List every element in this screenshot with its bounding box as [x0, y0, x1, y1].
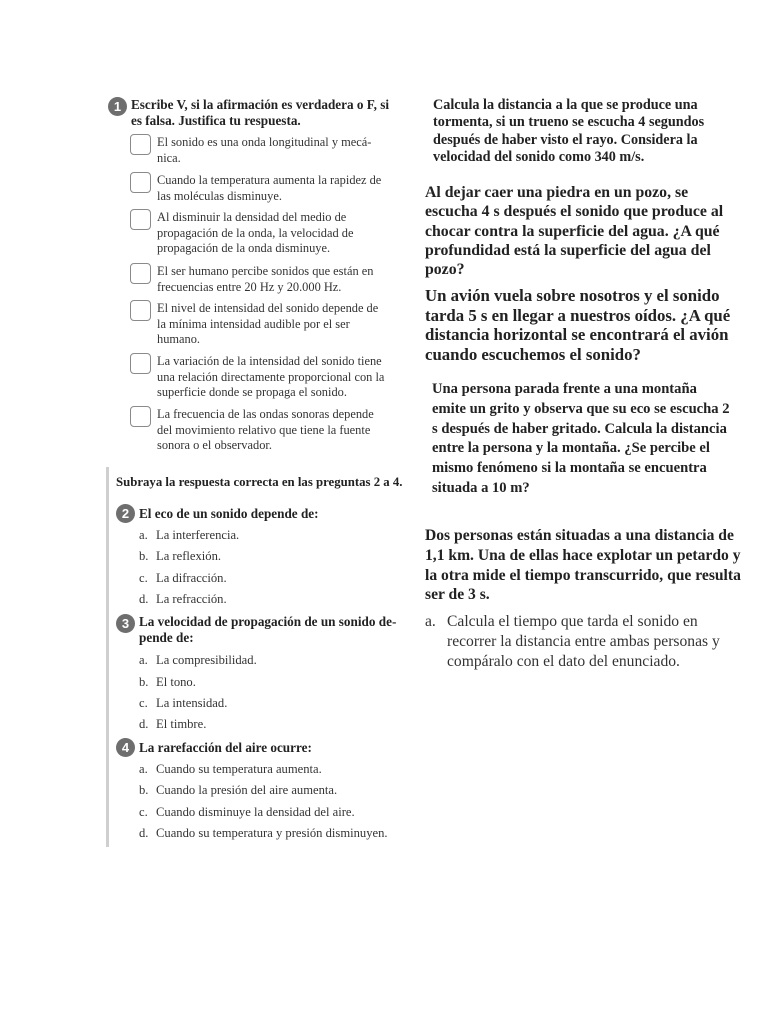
q2-option-d[interactable]: d. La refracción.: [139, 592, 227, 606]
q3-option-a[interactable]: a. La compresibilidad.: [139, 653, 257, 667]
problem-echo-mountain: Una persona parada frente a una montaña emite un grito y observa que su eco se escucha 2 s después de haber gritado. Calcula la distancia entre la persona y la montaña. ¿Se percibe el mismo fenómeno si la montaña se encuentra situada a 10 m?: [432, 381, 730, 496]
question-2-number-badge: 2: [116, 504, 135, 523]
tf-statement: La variación de la intensidad del sonido tiene una relación directamente proporcional con la superficie donde se propaga el sonido.: [157, 354, 385, 399]
q3-option-d[interactable]: d. El timbre.: [139, 717, 207, 731]
tf-statement: El ser humano percibe sonidos que están en frecuencias entre 20 Hz y 20.000 Hz.: [157, 264, 374, 294]
question-2-title: El eco de un sonido depende de:: [139, 506, 319, 521]
q4-option-d[interactable]: d. Cuando su temperatura y presión disminuyen.: [139, 826, 388, 840]
subquestion-text: Calcula el tiempo que tarda el sonido en recorrer la distancia entre ambas personas y compáralo con el dato del enunciado.: [447, 613, 720, 670]
question-1-number-badge: 1: [108, 97, 127, 116]
q2-option-b[interactable]: b. La reflexión.: [139, 549, 222, 563]
answer-box[interactable]: [130, 353, 151, 374]
question-4-number-badge: 4: [116, 738, 135, 757]
tf-statement: El sonido es una onda longitudinal y mecá-nica.: [157, 135, 372, 165]
q4-option-b[interactable]: b. Cuando la presión del aire aumenta.: [139, 783, 338, 797]
section-side-bar: [106, 467, 109, 847]
answer-box[interactable]: [130, 209, 151, 230]
answer-box[interactable]: [130, 263, 151, 284]
q4-option-a[interactable]: a. Cuando su temperatura aumenta.: [139, 762, 322, 776]
subquestion-letter: a.: [425, 613, 436, 630]
tf-statement: Cuando la temperatura aumenta la rapidez de las moléculas disminuye.: [157, 173, 382, 203]
q2-option-a[interactable]: a. La interferencia.: [139, 528, 240, 542]
question-1-title: Escribe V, si la afirmación es verdadera o F, si es falsa. Justifica tu respuesta.: [131, 97, 389, 128]
problem-airplane-distance: Un avión vuela sobre nosotros y el sonido tarda 5 s en llegar a nuestros oídos. ¿A qué distancia horizontal se encontrará el avión cuando escuchemos el sonido?: [425, 286, 731, 364]
question-3-title: La velocidad de propagación de un sonido de-pende de:: [139, 614, 397, 645]
problem-firecracker: Dos personas están situadas a una distancia de 1,1 km. Una de ellas hace explotar un petardo y la otra mide el tiempo transcurrido, que resulta ser de 3 s.: [425, 527, 741, 604]
problem-well-depth: Al dejar caer una piedra en un pozo, se escucha 4 s después el sonido que produce al chocar contra la superficie del agua. ¿A qué profundidad está la superficie del agua del pozo?: [425, 184, 724, 279]
question-4-title: La rarefacción del aire ocurre:: [139, 740, 312, 755]
q4-option-c[interactable]: c. Cuando disminuye la densidad del aire.: [139, 805, 355, 819]
answer-box[interactable]: [130, 134, 151, 155]
problem-storm-distance: Calcula la distancia a la que se produce una tormenta, si un trueno se escucha 4 segundos después de haber visto el rayo. Considera la velocidad del sonido como 340 m/s.: [433, 97, 705, 165]
question-3-number-badge: 3: [116, 614, 135, 633]
q3-option-b[interactable]: b. El tono.: [139, 675, 196, 689]
q2-option-c[interactable]: c. La difracción.: [139, 571, 227, 585]
instruction-text: Subraya la respuesta correcta en las preguntas 2 a 4.: [116, 475, 403, 489]
tf-statement: La frecuencia de las ondas sonoras depende del movimiento relativo que tiene la fuente sonora o el observador.: [157, 407, 374, 452]
tf-statement: El nivel de intensidad del sonido depende de la mínima intensidad audible por el ser humano.: [157, 301, 379, 346]
answer-box[interactable]: [130, 300, 151, 321]
answer-box[interactable]: [130, 172, 151, 193]
q3-option-c[interactable]: c. La intensidad.: [139, 696, 228, 710]
answer-box[interactable]: [130, 406, 151, 427]
tf-statement: Al disminuir la densidad del medio de propagación de la onda, la velocidad de propagación de la onda disminuye.: [157, 210, 354, 255]
